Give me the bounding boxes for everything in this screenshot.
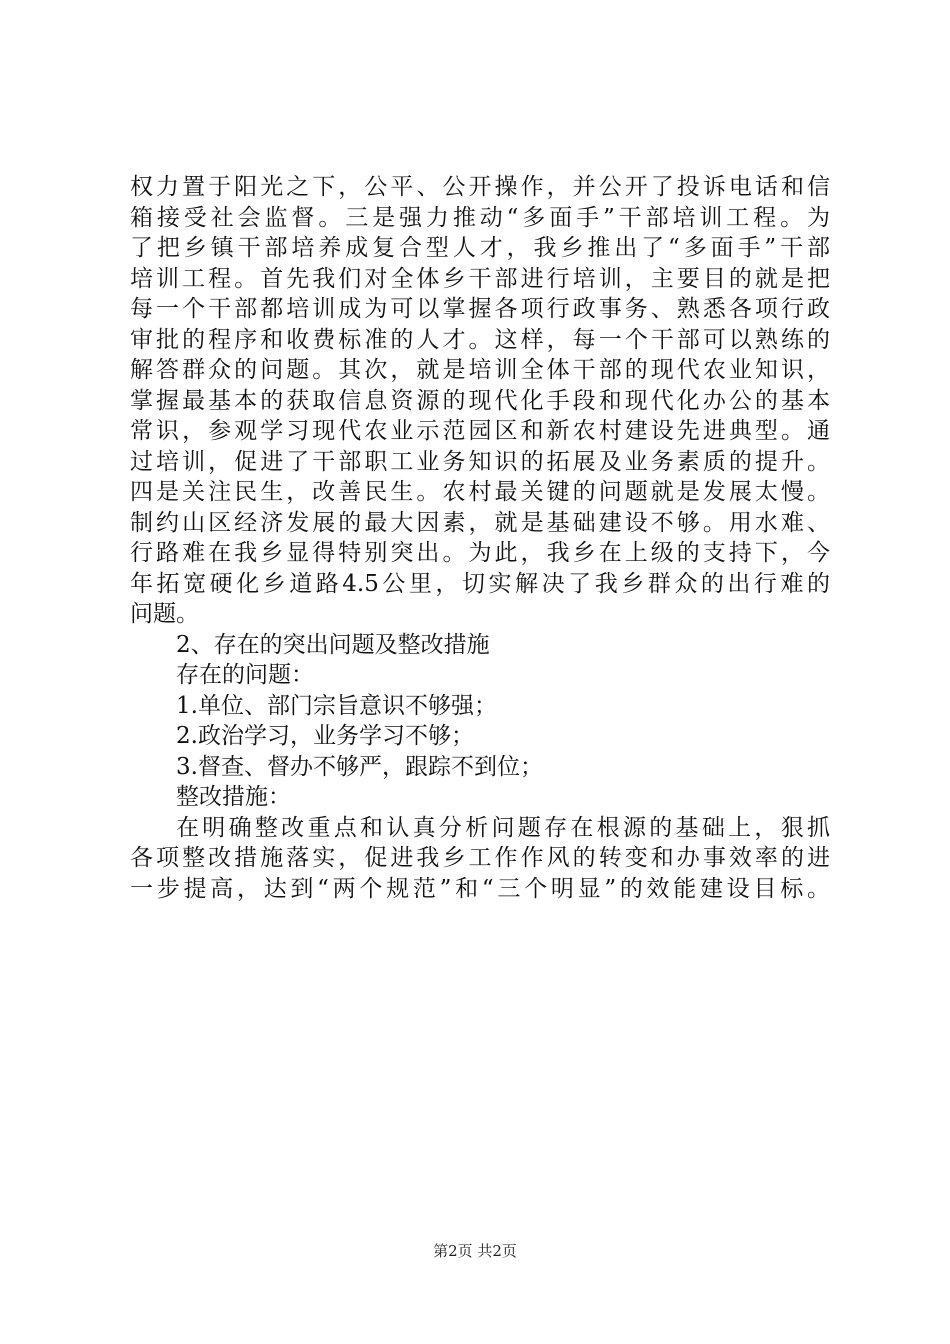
text-line: 年拓宽硬化乡道路4.5公里，切实解决了我乡群众的出行难的	[130, 570, 830, 597]
text-line: 行路难在我乡显得特别突出。为此，我乡在上级的支持下，今	[130, 540, 830, 566]
measures-label: 整改措施：	[176, 784, 291, 810]
text-line: 在明确整改重点和认真分析问题存在根源的基础上，狠抓	[176, 814, 830, 841]
problem-item: 3.督查、督办不够严，跟踪不到位；	[176, 753, 543, 780]
page-footer: 第2页 共2页	[433, 1242, 517, 1260]
text-line: 过培训，促进了干部职工业务知识的拓展及业务素质的提升。	[130, 448, 830, 475]
text-line: 问题。	[130, 601, 199, 627]
paragraph	[130, 172, 830, 630]
text-line: 解答群众的问题。其次，就是培训全体干部的现代农业知识，	[130, 357, 830, 383]
text-line: 制约山区经济发展的最大因素，就是基础建设不够。用水难、	[130, 509, 830, 536]
document-body	[130, 172, 830, 904]
text-line: 审批的程序和收费标准的人才。这样，每一个干部可以熟练的	[130, 326, 830, 353]
text-line: 常识，参观学习现代农业示范园区和新农村建设先进典型。通	[130, 418, 830, 444]
text-line: 每一个干部都培训成为可以掌握各项行政事务、熟悉各项行政	[130, 296, 830, 322]
text-line: 权力置于阳光之下，公平、公开操作，并公开了投诉电话和信	[130, 174, 830, 200]
text-line: 掌握最基本的获取信息资源的现代化手段和现代化办公的基本	[130, 387, 830, 414]
text-line: 箱接受社会监督。三是强力推动“多面手”干部培训工程。为	[130, 204, 830, 231]
problem-item: 2.政治学习，业务学习不够；	[176, 723, 474, 749]
problem-item: 1.单位、部门宗旨意识不够强；	[176, 692, 497, 719]
text-line: 培训工程。首先我们对全体乡干部进行培训，主要目的就是把	[130, 265, 830, 292]
section-heading: 2、存在的突出问题及整改措施	[176, 631, 490, 658]
measures-paragraph	[130, 813, 830, 905]
text-line: 了把乡镇干部培养成复合型人才，我乡推出了“多面手”干部	[130, 235, 830, 261]
text-line: 四是关注民生，改善民生。农村最关键的问题就是发展太慢。	[130, 479, 830, 505]
problems-label: 存在的问题：	[176, 662, 314, 688]
text-line: 各项整改措施落实，促进我乡工作作风的转变和办事效率的进	[130, 845, 830, 871]
text-line: 一步提高，达到“两个规范”和“三个明显”的效能建设目标。	[130, 875, 830, 902]
